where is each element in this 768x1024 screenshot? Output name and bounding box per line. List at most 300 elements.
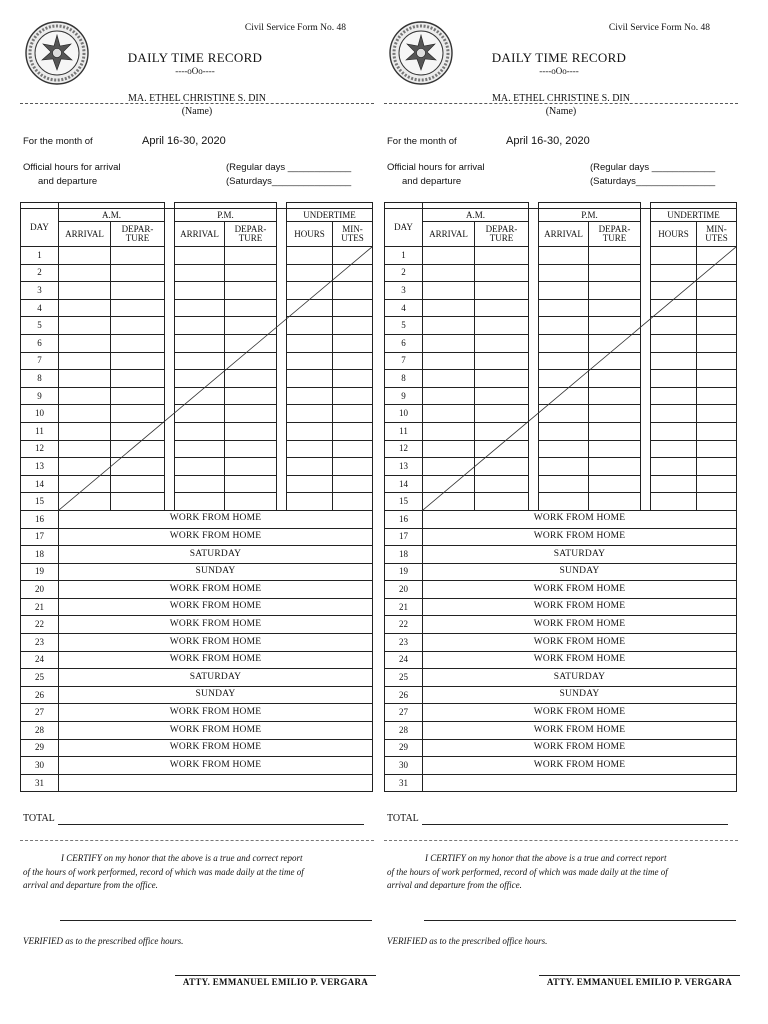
table-row bbox=[385, 247, 737, 265]
day-number: 14 bbox=[385, 475, 423, 493]
column-gap bbox=[529, 299, 539, 317]
day-number: 10 bbox=[385, 405, 423, 423]
day-number: 24 bbox=[385, 651, 423, 669]
day-number: 3 bbox=[385, 282, 423, 300]
dtr-table-body bbox=[21, 203, 373, 792]
table-row bbox=[385, 387, 737, 405]
column-gap bbox=[165, 405, 175, 423]
table-row bbox=[385, 352, 737, 370]
table-row bbox=[385, 405, 737, 423]
undertime-hours-cell bbox=[651, 475, 697, 493]
am-arrival-cell bbox=[59, 370, 111, 388]
undertime-minutes-cell bbox=[697, 493, 737, 511]
undertime-minutes-cell bbox=[333, 458, 373, 476]
undertime-minutes-cell bbox=[333, 299, 373, 317]
day-number: 8 bbox=[21, 370, 59, 388]
column-gap bbox=[165, 422, 175, 440]
day-number: 27 bbox=[21, 704, 59, 722]
undertime-hours-cell bbox=[651, 352, 697, 370]
undertime-hours-cell bbox=[287, 264, 333, 282]
day-number: 31 bbox=[385, 774, 423, 792]
pm-arrival-cell bbox=[539, 493, 589, 511]
employee-signature-line bbox=[60, 920, 372, 921]
table-header-row-2 bbox=[21, 222, 373, 247]
certification-text: I CERTIFY on my honor that the above is a true and correct report of the hours of work performed, record of which was made daily at the time of arrival and departure from the office. bbox=[23, 853, 304, 890]
am-arrival-cell bbox=[59, 440, 111, 458]
table-row bbox=[21, 282, 373, 300]
column-gap bbox=[165, 317, 175, 335]
month-label: For the month of bbox=[23, 136, 93, 147]
pm-departure-cell bbox=[589, 317, 641, 335]
day-note: WORK FROM HOME bbox=[423, 528, 737, 546]
official-hours-label-2: and departure bbox=[402, 176, 462, 187]
undertime-minutes-cell bbox=[697, 317, 737, 335]
pm-arrival-cell bbox=[175, 264, 225, 282]
table-row bbox=[385, 317, 737, 335]
day-number: 22 bbox=[385, 616, 423, 634]
undertime-minutes-header: MIN- UTES bbox=[697, 222, 737, 247]
pm-arrival-cell bbox=[175, 247, 225, 265]
column-gap bbox=[641, 387, 651, 405]
am-departure-cell bbox=[111, 440, 165, 458]
table-row bbox=[385, 458, 737, 476]
am-departure-header: DEPAR- TURE bbox=[475, 222, 529, 247]
undertime-minutes-cell bbox=[333, 387, 373, 405]
undertime-hours-cell bbox=[287, 422, 333, 440]
am-departure-cell bbox=[475, 247, 529, 265]
verified-text: VERIFIED as to the prescribed office hours. bbox=[387, 936, 548, 946]
am-arrival-cell bbox=[59, 334, 111, 352]
pm-arrival-cell bbox=[175, 282, 225, 300]
day-note: WORK FROM HOME bbox=[59, 598, 373, 616]
am-departure-cell bbox=[111, 493, 165, 511]
day-number: 18 bbox=[21, 546, 59, 564]
undertime-hours-cell bbox=[651, 422, 697, 440]
day-number: 24 bbox=[21, 651, 59, 669]
pm-header: P.M. bbox=[539, 209, 641, 222]
pm-header: P.M. bbox=[175, 209, 277, 222]
table-row bbox=[385, 757, 737, 775]
saturdays-field: (Saturdays_______________ bbox=[590, 176, 716, 187]
day-note: SATURDAY bbox=[59, 546, 373, 564]
day-number: 28 bbox=[21, 722, 59, 740]
pm-arrival-header: ARRIVAL bbox=[539, 222, 589, 247]
day-note: WORK FROM HOME bbox=[423, 634, 737, 652]
dtr-table bbox=[384, 202, 737, 792]
day-number: 19 bbox=[21, 563, 59, 581]
column-gap bbox=[165, 387, 175, 405]
column-gap bbox=[641, 352, 651, 370]
undertime-hours-cell bbox=[651, 458, 697, 476]
undertime-minutes-cell bbox=[333, 317, 373, 335]
certification-text: I CERTIFY on my honor that the above is a true and correct report of the hours of work performed, record of which was made daily at the time of arrival and departure from the office. bbox=[387, 853, 668, 890]
day-note: WORK FROM HOME bbox=[423, 598, 737, 616]
am-arrival-cell bbox=[423, 458, 475, 476]
day-number: 11 bbox=[385, 422, 423, 440]
pm-departure-cell bbox=[225, 299, 277, 317]
undertime-minutes-cell bbox=[697, 405, 737, 423]
undertime-minutes-header: MIN- UTES bbox=[333, 222, 373, 247]
am-header: A.M. bbox=[59, 209, 165, 222]
column-gap bbox=[277, 387, 287, 405]
pm-arrival-cell bbox=[175, 475, 225, 493]
undertime-hours-cell bbox=[287, 440, 333, 458]
column-gap bbox=[641, 458, 651, 476]
table-row bbox=[385, 774, 737, 792]
am-arrival-cell bbox=[423, 334, 475, 352]
pm-departure-cell bbox=[225, 317, 277, 335]
footer-divider bbox=[384, 840, 738, 841]
dtr-form-right bbox=[384, 0, 744, 1024]
pm-arrival-cell bbox=[539, 247, 589, 265]
day-number: 6 bbox=[385, 334, 423, 352]
day-number: 29 bbox=[385, 739, 423, 757]
table-row bbox=[385, 370, 737, 388]
name-label: (Name) bbox=[545, 106, 577, 117]
undertime-hours-cell bbox=[651, 282, 697, 300]
undertime-hours-cell bbox=[287, 247, 333, 265]
pm-departure-cell bbox=[225, 387, 277, 405]
table-row bbox=[21, 247, 373, 265]
pm-departure-cell bbox=[589, 387, 641, 405]
column-gap bbox=[529, 493, 539, 511]
table-row bbox=[385, 686, 737, 704]
undertime-hours-cell bbox=[651, 493, 697, 511]
table-header-row-1 bbox=[21, 209, 373, 222]
am-departure-cell bbox=[111, 387, 165, 405]
am-arrival-cell bbox=[59, 493, 111, 511]
column-gap bbox=[165, 458, 175, 476]
table-row bbox=[21, 299, 373, 317]
am-departure-cell bbox=[475, 405, 529, 423]
undertime-minutes-cell bbox=[333, 334, 373, 352]
undertime-minutes-cell bbox=[697, 334, 737, 352]
undertime-hours-cell bbox=[651, 317, 697, 335]
column-gap bbox=[165, 493, 175, 511]
undertime-minutes-cell bbox=[697, 458, 737, 476]
column-gap bbox=[529, 247, 539, 265]
table-row bbox=[385, 334, 737, 352]
undertime-hours-cell bbox=[651, 387, 697, 405]
day-number: 26 bbox=[385, 686, 423, 704]
pm-arrival-cell bbox=[539, 440, 589, 458]
day-number: 25 bbox=[21, 669, 59, 687]
column-gap bbox=[641, 422, 651, 440]
am-departure-cell bbox=[475, 370, 529, 388]
day-number: 30 bbox=[21, 757, 59, 775]
day-number: 4 bbox=[385, 299, 423, 317]
day-number: 5 bbox=[21, 317, 59, 335]
pm-departure-cell bbox=[225, 475, 277, 493]
column-gap bbox=[165, 370, 175, 388]
pm-arrival-cell bbox=[175, 493, 225, 511]
day-number: 30 bbox=[385, 757, 423, 775]
day-blank-cell bbox=[59, 774, 373, 792]
day-number: 29 bbox=[21, 739, 59, 757]
day-number: 5 bbox=[385, 317, 423, 335]
undertime-header: UNDERTIME bbox=[287, 209, 373, 222]
undertime-hours-cell bbox=[287, 493, 333, 511]
column-gap bbox=[641, 299, 651, 317]
day-number: 20 bbox=[385, 581, 423, 599]
column-gap bbox=[641, 317, 651, 335]
table-row bbox=[21, 458, 373, 476]
am-arrival-cell bbox=[423, 264, 475, 282]
day-number: 13 bbox=[21, 458, 59, 476]
form-number: Civil Service Form No. 48 bbox=[608, 23, 710, 33]
form-subtitle: ----oOo---- bbox=[175, 66, 215, 76]
am-arrival-cell bbox=[59, 352, 111, 370]
undertime-hours-cell bbox=[651, 370, 697, 388]
table-row bbox=[385, 282, 737, 300]
column-gap bbox=[165, 334, 175, 352]
undertime-hours-header: HOURS bbox=[651, 222, 697, 247]
day-number: 7 bbox=[385, 352, 423, 370]
verified-text: VERIFIED as to the prescribed office hours. bbox=[23, 936, 184, 946]
day-number: 2 bbox=[385, 264, 423, 282]
day-number: 26 bbox=[21, 686, 59, 704]
undertime-minutes-cell bbox=[333, 264, 373, 282]
undertime-minutes-cell bbox=[333, 370, 373, 388]
official-hours-label: Official hours for arrival bbox=[387, 162, 485, 173]
column-gap bbox=[277, 440, 287, 458]
name-label: (Name) bbox=[181, 106, 213, 117]
am-arrival-cell bbox=[423, 387, 475, 405]
total-label: TOTAL bbox=[387, 813, 419, 824]
am-arrival-cell bbox=[59, 264, 111, 282]
official-hours-label-2: and departure bbox=[38, 176, 98, 187]
table-row bbox=[385, 581, 737, 599]
undertime-hours-cell bbox=[287, 405, 333, 423]
undertime-hours-header: HOURS bbox=[287, 222, 333, 247]
table-row bbox=[21, 739, 373, 757]
column-gap bbox=[277, 405, 287, 423]
pm-departure-cell bbox=[225, 334, 277, 352]
column-gap bbox=[165, 282, 175, 300]
am-departure-cell bbox=[475, 475, 529, 493]
day-number: 9 bbox=[21, 387, 59, 405]
form-title: DAILY TIME RECORD bbox=[127, 50, 263, 65]
table-row bbox=[21, 651, 373, 669]
day-note: WORK FROM HOME bbox=[59, 581, 373, 599]
undertime-minutes-cell bbox=[697, 370, 737, 388]
table-row bbox=[385, 440, 737, 458]
day-note: WORK FROM HOME bbox=[423, 616, 737, 634]
day-note: SATURDAY bbox=[423, 546, 737, 564]
column-gap bbox=[641, 370, 651, 388]
table-row bbox=[385, 475, 737, 493]
day-number: 7 bbox=[21, 352, 59, 370]
official-signature-line bbox=[175, 975, 376, 976]
day-note: WORK FROM HOME bbox=[423, 722, 737, 740]
am-arrival-cell bbox=[423, 352, 475, 370]
day-number: 9 bbox=[385, 387, 423, 405]
day-number: 21 bbox=[385, 598, 423, 616]
column-gap bbox=[641, 493, 651, 511]
pm-arrival-cell bbox=[539, 317, 589, 335]
pm-arrival-cell bbox=[539, 282, 589, 300]
undertime-minutes-cell bbox=[697, 352, 737, 370]
column-gap bbox=[165, 440, 175, 458]
dtr-table-body bbox=[385, 203, 737, 792]
undertime-minutes-cell bbox=[697, 282, 737, 300]
day-note: WORK FROM HOME bbox=[423, 704, 737, 722]
table-row bbox=[21, 704, 373, 722]
official-hours-label: Official hours for arrival bbox=[23, 162, 121, 173]
undertime-hours-cell bbox=[287, 370, 333, 388]
pm-arrival-cell bbox=[539, 458, 589, 476]
am-arrival-cell bbox=[59, 405, 111, 423]
form-title: DAILY TIME RECORD bbox=[491, 50, 627, 65]
day-note: WORK FROM HOME bbox=[59, 722, 373, 740]
pm-departure-cell bbox=[225, 370, 277, 388]
column-gap bbox=[165, 264, 175, 282]
pm-departure-cell bbox=[225, 440, 277, 458]
am-departure-cell bbox=[111, 334, 165, 352]
table-header-row-1 bbox=[385, 209, 737, 222]
day-number: 13 bbox=[385, 458, 423, 476]
am-arrival-cell bbox=[423, 247, 475, 265]
am-arrival-cell bbox=[423, 422, 475, 440]
name-divider bbox=[20, 103, 374, 104]
table-row bbox=[21, 317, 373, 335]
day-number: 20 bbox=[21, 581, 59, 599]
am-departure-cell bbox=[475, 440, 529, 458]
pm-arrival-cell bbox=[175, 387, 225, 405]
pm-departure-cell bbox=[589, 370, 641, 388]
table-row bbox=[21, 475, 373, 493]
column-gap bbox=[529, 440, 539, 458]
day-number: 25 bbox=[385, 669, 423, 687]
am-departure-cell bbox=[111, 299, 165, 317]
am-departure-cell bbox=[111, 352, 165, 370]
table-row bbox=[385, 669, 737, 687]
day-number: 17 bbox=[21, 528, 59, 546]
day-number: 1 bbox=[385, 247, 423, 265]
day-blank-cell bbox=[423, 774, 737, 792]
pm-departure-cell bbox=[589, 247, 641, 265]
table-row bbox=[21, 686, 373, 704]
table-row bbox=[21, 722, 373, 740]
am-departure-cell bbox=[475, 493, 529, 511]
table-row bbox=[385, 651, 737, 669]
am-arrival-cell bbox=[423, 317, 475, 335]
day-number: 23 bbox=[21, 634, 59, 652]
pm-arrival-cell bbox=[175, 405, 225, 423]
official-signature-line bbox=[539, 975, 740, 976]
pm-departure-cell bbox=[589, 352, 641, 370]
pm-departure-cell bbox=[589, 299, 641, 317]
day-number: 12 bbox=[21, 440, 59, 458]
pm-arrival-cell bbox=[539, 352, 589, 370]
pm-departure-cell bbox=[589, 282, 641, 300]
am-arrival-cell bbox=[423, 299, 475, 317]
table-row bbox=[385, 299, 737, 317]
pm-arrival-cell bbox=[175, 422, 225, 440]
dtr-table bbox=[20, 202, 373, 792]
table-row bbox=[21, 352, 373, 370]
am-departure-cell bbox=[111, 422, 165, 440]
column-gap bbox=[529, 282, 539, 300]
verifying-official-name: ATTY. EMMANUEL EMILIO P. VERGARA bbox=[182, 977, 369, 987]
table-row bbox=[21, 528, 373, 546]
column-gap bbox=[165, 352, 175, 370]
undertime-hours-cell bbox=[287, 475, 333, 493]
table-row bbox=[385, 634, 737, 652]
day-number: 16 bbox=[385, 510, 423, 528]
day-number: 12 bbox=[385, 440, 423, 458]
table-row bbox=[385, 264, 737, 282]
column-gap bbox=[641, 334, 651, 352]
pm-departure-cell bbox=[225, 422, 277, 440]
column-gap bbox=[529, 352, 539, 370]
day-note: WORK FROM HOME bbox=[59, 739, 373, 757]
day-note: WORK FROM HOME bbox=[59, 704, 373, 722]
pm-arrival-cell bbox=[539, 422, 589, 440]
undertime-minutes-cell bbox=[697, 440, 737, 458]
table-row bbox=[385, 563, 737, 581]
am-arrival-cell bbox=[59, 422, 111, 440]
employee-name: MA. ETHEL CHRISTINE S. DIN bbox=[128, 93, 266, 104]
form-subtitle: ----oOo---- bbox=[539, 66, 579, 76]
pm-departure-cell bbox=[589, 334, 641, 352]
month-label: For the month of bbox=[387, 136, 457, 147]
column-gap bbox=[277, 264, 287, 282]
employee-signature-line bbox=[424, 920, 736, 921]
pm-departure-cell bbox=[589, 493, 641, 511]
pm-arrival-cell bbox=[539, 299, 589, 317]
footer-divider bbox=[20, 840, 374, 841]
undertime-hours-cell bbox=[651, 440, 697, 458]
day-header: DAY bbox=[385, 209, 423, 247]
day-number: 10 bbox=[21, 405, 59, 423]
table-row bbox=[385, 722, 737, 740]
table-row bbox=[21, 387, 373, 405]
table-row bbox=[385, 510, 737, 528]
am-arrival-header: ARRIVAL bbox=[423, 222, 475, 247]
am-departure-cell bbox=[475, 458, 529, 476]
pm-departure-cell bbox=[225, 458, 277, 476]
am-header: A.M. bbox=[423, 209, 529, 222]
column-gap bbox=[641, 405, 651, 423]
day-note: WORK FROM HOME bbox=[423, 581, 737, 599]
undertime-hours-cell bbox=[287, 334, 333, 352]
day-number: 2 bbox=[21, 264, 59, 282]
undertime-hours-cell bbox=[287, 387, 333, 405]
table-row bbox=[21, 598, 373, 616]
column-gap bbox=[277, 282, 287, 300]
am-arrival-cell bbox=[59, 247, 111, 265]
pm-arrival-cell bbox=[539, 475, 589, 493]
dtr-table-wrap bbox=[20, 202, 372, 792]
pm-arrival-cell bbox=[539, 387, 589, 405]
day-number: 17 bbox=[385, 528, 423, 546]
table-row bbox=[21, 370, 373, 388]
undertime-hours-cell bbox=[287, 317, 333, 335]
table-row bbox=[21, 422, 373, 440]
regular-days-field: (Regular days ____________ bbox=[226, 162, 352, 173]
day-note: WORK FROM HOME bbox=[59, 757, 373, 775]
day-number: 22 bbox=[21, 616, 59, 634]
column-gap bbox=[529, 387, 539, 405]
am-departure-cell bbox=[111, 317, 165, 335]
day-note: SUNDAY bbox=[59, 563, 373, 581]
am-departure-cell bbox=[111, 405, 165, 423]
column-gap bbox=[165, 475, 175, 493]
column-gap bbox=[529, 334, 539, 352]
undertime-minutes-cell bbox=[333, 352, 373, 370]
column-gap bbox=[165, 247, 175, 265]
